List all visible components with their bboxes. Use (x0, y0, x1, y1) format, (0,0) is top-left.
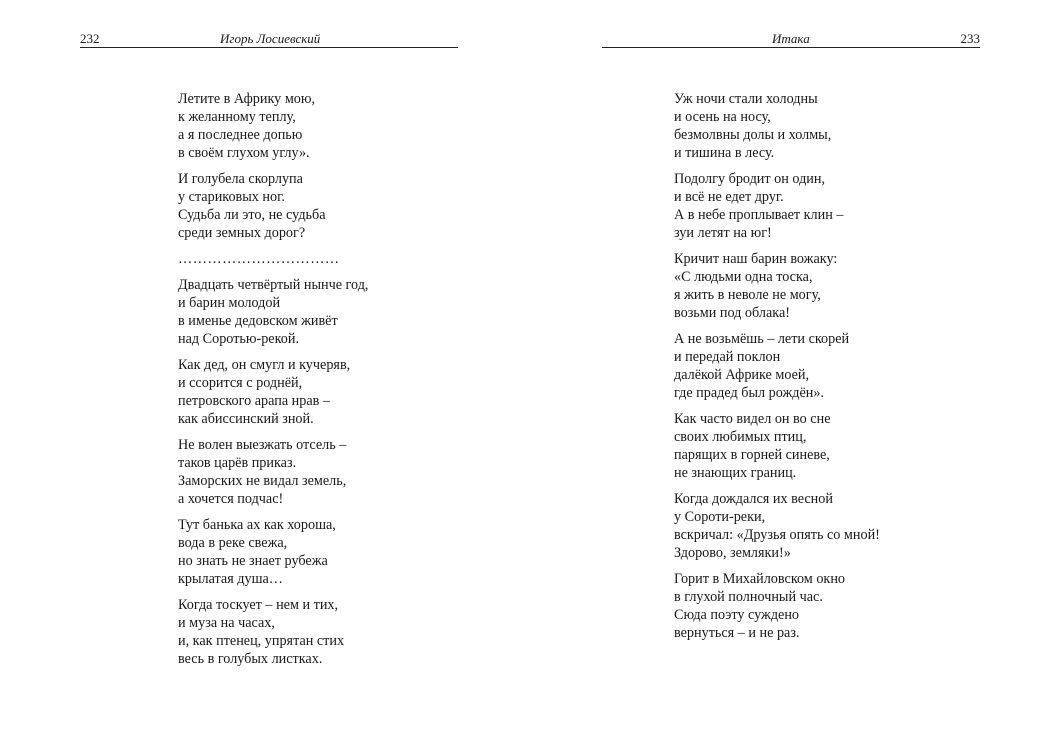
section-separator: …………………………… (178, 251, 340, 267)
page-number-right: 233 (960, 31, 980, 46)
stanza (178, 356, 368, 428)
verse-line: таков царёв приказ. (178, 455, 297, 471)
running-head-right (602, 30, 980, 48)
verse-line: Сюда поэту суждено (674, 607, 800, 623)
stanza (178, 596, 368, 668)
verse-line: и, как птенец, упрятан стих (178, 633, 345, 649)
verse-line: возьми под облака! (674, 305, 790, 321)
left-page (0, 0, 526, 744)
verse-line: я жить в неволе не могу, (674, 287, 821, 303)
verse-line: Заморских не видал земель, (178, 473, 347, 489)
verse-line: весь в голубых листках. (178, 651, 323, 667)
verse-line: среди земных дорог? (178, 225, 306, 241)
section-running-head: Итака (772, 31, 810, 46)
verse-line: зуи летят на юг! (674, 225, 772, 241)
verse-line: крылатая душа… (178, 571, 283, 587)
verse-line: безмолвны долы и холмы, (674, 127, 832, 143)
verse-line: и ссорится с роднёй, (178, 375, 303, 391)
stanza (674, 250, 880, 322)
verse-line: Подолгу бродит он один, (674, 171, 826, 187)
verse-line: и осень на носу, (674, 109, 771, 125)
verse-line: Когда дождался их весной (674, 491, 833, 507)
poem-stanzas-right (674, 90, 880, 642)
stanza (178, 170, 368, 242)
verse-line: и муза на часах, (178, 615, 275, 631)
verse-line: вскричал: «Друзья опять со мной! (674, 527, 880, 543)
verse-line: у Сороти-реки, (674, 509, 766, 525)
verse-line: Как дед, он смугл и кучеряв, (178, 357, 351, 373)
verse-line: к желанному теплу, (178, 109, 296, 125)
verse-line: Горит в Михайловском окно (674, 571, 846, 587)
verse-line: в своём глухом углу». (178, 145, 310, 161)
verse-line: Судьба ли это, не судьба (178, 207, 326, 223)
stanza (178, 90, 368, 162)
poem-stanzas-top (178, 90, 368, 242)
verse-line: Когда тоскует – нем и тих, (178, 597, 339, 613)
verse-line: у стариковых ног. (178, 189, 285, 205)
verse-line: не знающих границ. (674, 465, 797, 481)
verse-line: петровского арапа нрав – (178, 393, 330, 409)
verse-line: Как часто видел он во сне (674, 411, 831, 427)
verse-line: И голубела скорлупа (178, 171, 303, 187)
right-page (527, 0, 1053, 744)
verse-line: далёкой Африке моей, (674, 367, 810, 383)
author-running-head: Игорь Лосиевский (220, 31, 321, 46)
verse-line: над Соротью-рекой. (178, 331, 300, 347)
stanza (674, 570, 880, 642)
poem-text-left (178, 90, 368, 676)
verse-line: и всё не едет друг. (674, 189, 784, 205)
verse-line: и передай поклон (674, 349, 781, 365)
poem-stanzas-bottom (178, 276, 368, 668)
verse-line: а я последнее допью (178, 127, 303, 143)
stanza (674, 410, 880, 482)
verse-line: Тут банька ах как хороша, (178, 517, 336, 533)
page-number-left: 232 (80, 31, 100, 46)
verse-line: а хочется подчас! (178, 491, 284, 507)
verse-line: парящих в горней синеве, (674, 447, 830, 463)
verse-line: Не волен выезжать отсель – (178, 437, 347, 453)
verse-line: Летите в Африку мою, (178, 91, 316, 107)
verse-line: как абиссинский зной. (178, 411, 314, 427)
verse-line: в глухой полночный час. (674, 589, 823, 605)
stanza (674, 330, 880, 402)
verse-line: вода в реке свежа, (178, 535, 288, 551)
poem-text-right (674, 90, 880, 650)
verse-line: вернуться – и не раз. (674, 625, 800, 641)
stanza (178, 276, 368, 348)
verse-line: Кричит наш барин вожаку: (674, 251, 838, 267)
stanza (674, 90, 880, 162)
verse-line: и тишина в лесу. (674, 145, 775, 161)
verse-line: «С людьми одна тоска, (674, 269, 813, 285)
stanza (178, 436, 368, 508)
verse-line: Двадцать четвёртый нынче год, (178, 277, 369, 293)
stanza (674, 490, 880, 562)
stanza (674, 170, 880, 242)
stanza (178, 516, 368, 588)
verse-line: и барин молодой (178, 295, 281, 311)
running-head-left (80, 30, 458, 48)
verse-line: в именье дедовском живёт (178, 313, 338, 329)
verse-line: своих любимых птиц, (674, 429, 807, 445)
verse-line: А не возьмёшь – лети скорей (674, 331, 850, 347)
verse-line: где прадед был рождён». (674, 385, 825, 401)
verse-line: Здорово, земляки!» (674, 545, 791, 561)
verse-line: А в небе проплывает клин – (674, 207, 844, 223)
verse-line: но знать не знает рубежа (178, 553, 328, 569)
verse-line: Уж ночи стали холодны (674, 91, 818, 107)
